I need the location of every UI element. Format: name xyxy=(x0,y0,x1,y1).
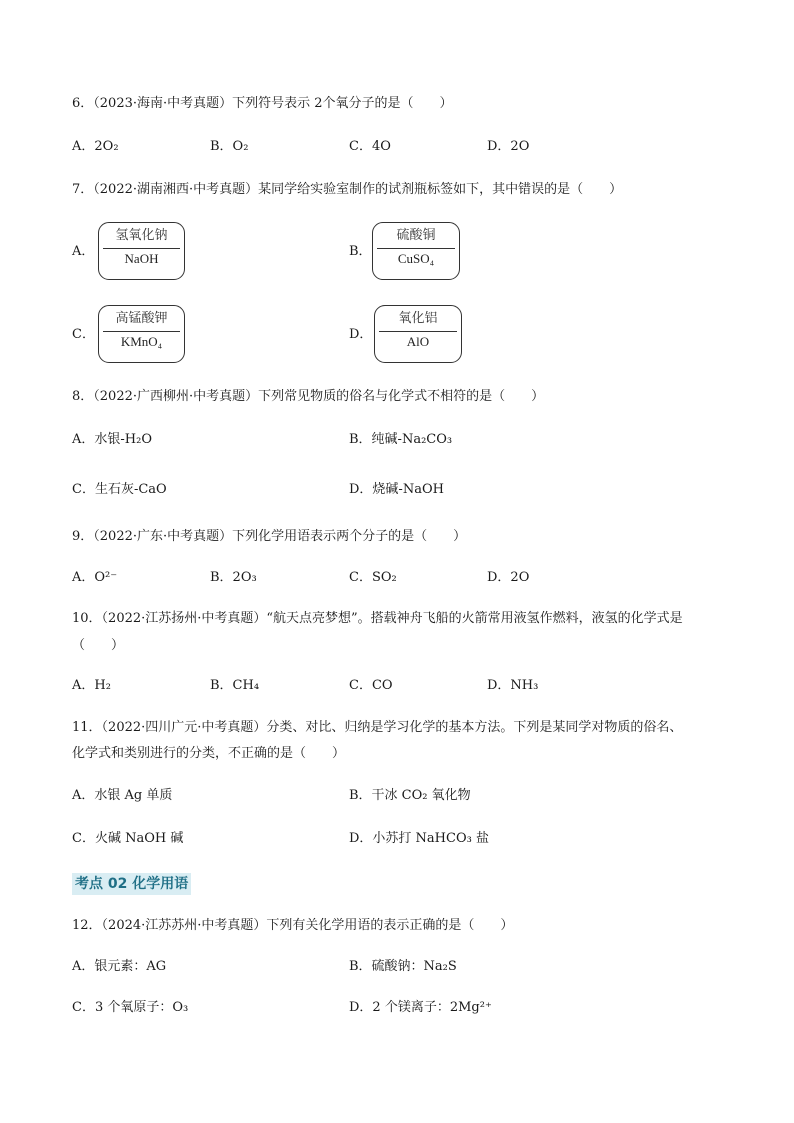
q8-option-c: C．生石灰-CaO xyxy=(72,482,167,497)
q11-option-c: C．火碱 NaOH 碱 xyxy=(72,831,184,846)
q9-option-b: B．2O₃ xyxy=(210,570,257,585)
q12-stem: 12．（2024·江苏苏州·中考真题）下列有关化学用语的表示正确的是（ ） xyxy=(72,918,514,933)
q12-option-d: D．2 个镁离子：2Mg²⁺ xyxy=(349,1000,492,1015)
label-d-formula: AlO xyxy=(406,334,430,349)
label-a-divider xyxy=(103,248,180,249)
label-c-formula: KMnO₄ xyxy=(120,334,163,349)
q8-option-a: A．水银-H₂O xyxy=(72,432,152,447)
section-heading: 考点 02 化学用语 xyxy=(72,873,191,895)
q11-option-b: B．干冰 CO₂ 氧化物 xyxy=(349,788,471,803)
q12-option-c: C．3 个氧原子：O₃ xyxy=(72,1000,189,1015)
q10-option-d: D．NH₃ xyxy=(487,678,539,693)
q7-option-a-prefix: A． xyxy=(72,244,95,259)
q7-option-a-label xyxy=(98,222,185,280)
q9-option-a: A．O²⁻ xyxy=(72,570,118,585)
label-b-name: 硫酸铜 xyxy=(396,228,436,243)
label-a-formula: NaOH xyxy=(124,251,159,266)
q7-stem: 7．（2022·湖南湘西·中考真题）某同学给实验室制作的试剂瓶标签如下，其中错误的是（ ） xyxy=(72,182,623,197)
q11-option-a: A．水银 Ag 单质 xyxy=(72,788,173,803)
q7-option-d-label xyxy=(374,305,462,363)
q10-stem-line1: 10．（2022·江苏扬州·中考真题）“航天点亮梦想”。搭载神舟飞船的火箭常用液氢作燃料，液氢的化学式是 xyxy=(72,611,683,626)
q9-option-d: D．2O xyxy=(487,570,530,585)
q11-stem-line2: 化学式和类别进行的分类，不正确的是（ ） xyxy=(72,746,346,761)
q6-option-b: B．O₂ xyxy=(210,139,249,154)
q12-option-b: B．硫酸钠：Na₂S xyxy=(349,959,457,974)
label-c-name: 高锰酸钾 xyxy=(115,311,168,326)
q8-stem: 8．（2022·广西柳州·中考真题）下列常见物质的俗名与化学式不相符的是（ ） xyxy=(72,389,545,404)
q6-option-c: C．4O xyxy=(349,139,391,154)
q9-stem: 9．（2022·广东·中考真题）下列化学用语表示两个分子的是（ ） xyxy=(72,529,467,544)
q8-option-b: B．纯碱-Na₂CO₃ xyxy=(349,432,453,447)
q6-option-d: D．2O xyxy=(487,139,530,154)
q10-option-a: A．H₂ xyxy=(72,678,111,693)
q10-option-b: B．CH₄ xyxy=(210,678,260,693)
q11-stem-line1: 11．（2022·四川广元·中考真题）分类、对比、归纳是学习化学的基本方法。下列是某同学对物质的俗名、 xyxy=(72,720,683,735)
label-a-name: 氢氧化钠 xyxy=(115,228,168,243)
q6-stem: 6．（2023·海南·中考真题）下列符号表示 2个氧分子的是（ ） xyxy=(72,96,453,111)
q7-option-b-prefix: B． xyxy=(349,244,372,259)
q9-option-c: C．SO₂ xyxy=(349,570,397,585)
q7-option-c-label xyxy=(98,305,185,363)
label-c-divider xyxy=(103,331,180,332)
label-d-name: 氧化铝 xyxy=(398,311,438,326)
q6-option-a: A．2O₂ xyxy=(72,139,119,154)
q7-option-c-prefix: C． xyxy=(72,327,95,342)
q10-stem-line2: （ ） xyxy=(72,638,125,653)
q12-option-a: A．银元素：AG xyxy=(72,959,167,974)
label-b-formula: CuSO₄ xyxy=(397,251,435,266)
q8-option-d: D．烧碱-NaOH xyxy=(349,482,444,497)
label-b-divider xyxy=(377,248,455,249)
label-d-divider xyxy=(379,331,457,332)
q7-option-b-label xyxy=(372,222,460,280)
q10-option-c: C．CO xyxy=(349,678,393,693)
q11-option-d: D．小苏打 NaHCO₃ 盐 xyxy=(349,831,489,846)
q7-option-d-prefix: D． xyxy=(349,327,373,342)
